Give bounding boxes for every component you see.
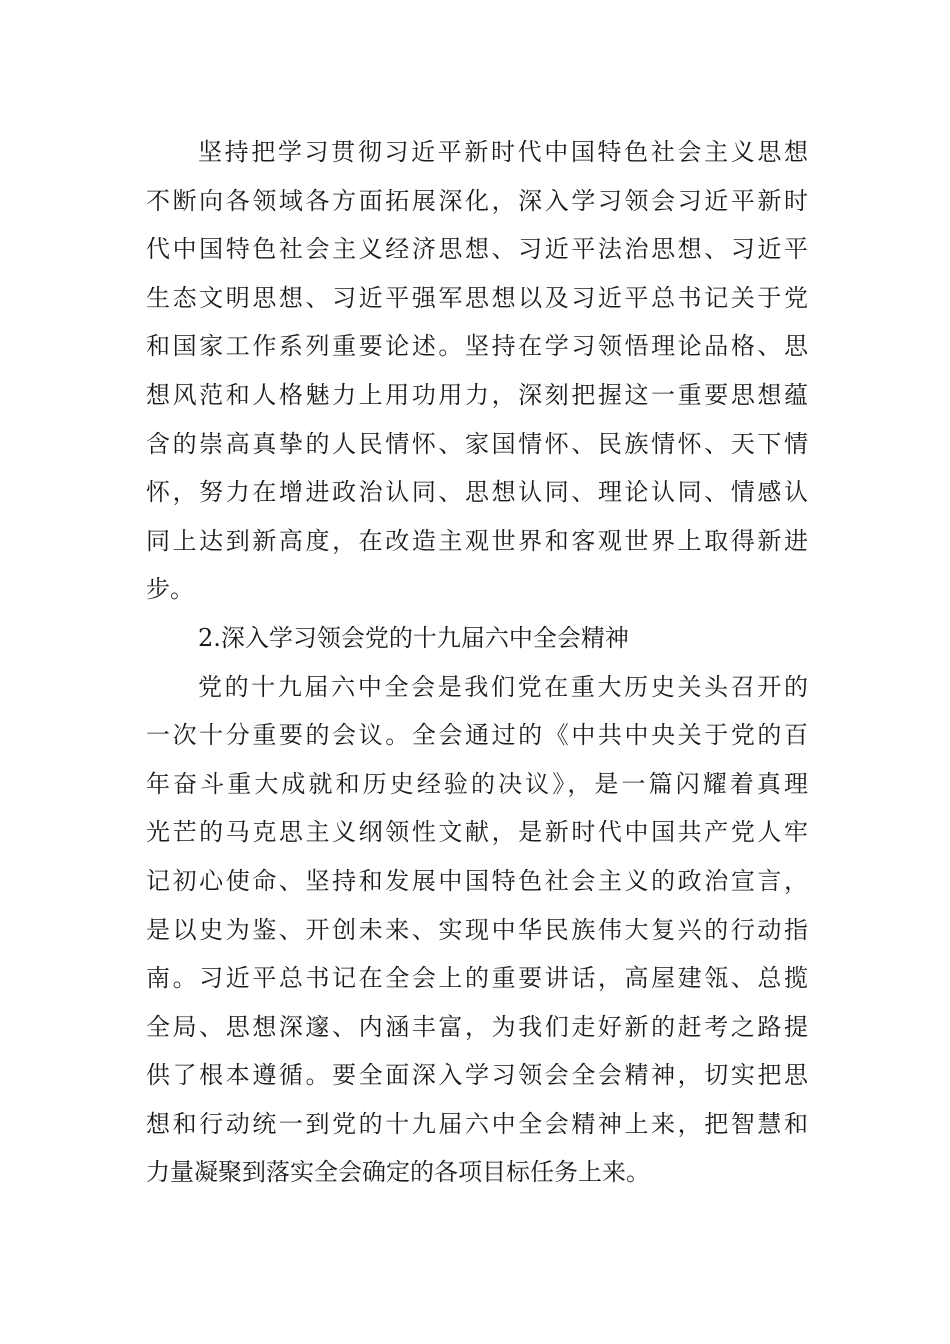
paragraph-1 [146,128,808,614]
paragraph-line: 想风范和人格魅力上用功用力，深刻把握这一重要思想蕴 [146,380,808,409]
section-heading: 2.深入学习领会党的十九届六中全会精神 [198,623,629,652]
paragraph-line: 记初心使命、坚持和发展中国特色社会主义的政治宣言， [146,866,808,895]
paragraph-line: 光芒的马克思主义纲领性文献，是新时代中国共产党人牢 [146,818,808,847]
paragraph-line: 是以史为鉴、开创未来、实现中华民族伟大复兴的行动指 [146,915,808,944]
paragraph-line: 全局、思想深邃、内涵丰富，为我们走好新的赶考之路提 [146,1012,808,1041]
paragraph-2 [146,663,808,1198]
paragraph-line: 想和行动统一到党的十九届六中全会精神上来，把智慧和 [146,1109,808,1138]
paragraph-line: 南。习近平总书记在全会上的重要讲话，高屋建瓴、总揽 [146,964,808,993]
paragraph-line: 含的崇高真挚的人民情怀、家国情怀、民族情怀、天下情 [146,429,808,458]
paragraph-line: 一次十分重要的会议。全会通过的《中共中央关于党的百 [146,721,808,750]
paragraph-line: 代中国特色社会主义经济思想、习近平法治思想、习近平 [146,235,808,264]
paragraph-line: 同上达到新高度，在改造主观世界和客观世界上取得新进 [146,526,808,555]
paragraph-line: 力量凝聚到落实全会确定的各项目标任务上来。 [146,1158,650,1187]
paragraph-line: 和国家工作系列重要论述。坚持在学习领悟理论品格、思 [146,332,808,361]
paragraph-line: 步。 [146,575,194,604]
paragraph-line: 怀，努力在增进政治认同、思想认同、理论认同、情感认 [146,478,808,507]
paragraph-line: 供了根本遵循。要全面深入学习领会全会精神，切实把思 [146,1061,808,1090]
paragraph-line: 生态文明思想、习近平强军思想以及习近平总书记关于党 [146,283,808,312]
paragraph-line: 党的十九届六中全会是我们党在重大历史关头召开的 [198,672,808,701]
paragraph-line: 不断向各领域各方面拓展深化，深入学习领会习近平新时 [146,186,808,215]
paragraph-line: 坚持把学习贯彻习近平新时代中国特色社会主义思想 [198,138,808,166]
document-body [146,128,808,1197]
paragraph-line: 年奋斗重大成就和历史经验的决议》，是一篇闪耀着真理 [146,769,808,798]
